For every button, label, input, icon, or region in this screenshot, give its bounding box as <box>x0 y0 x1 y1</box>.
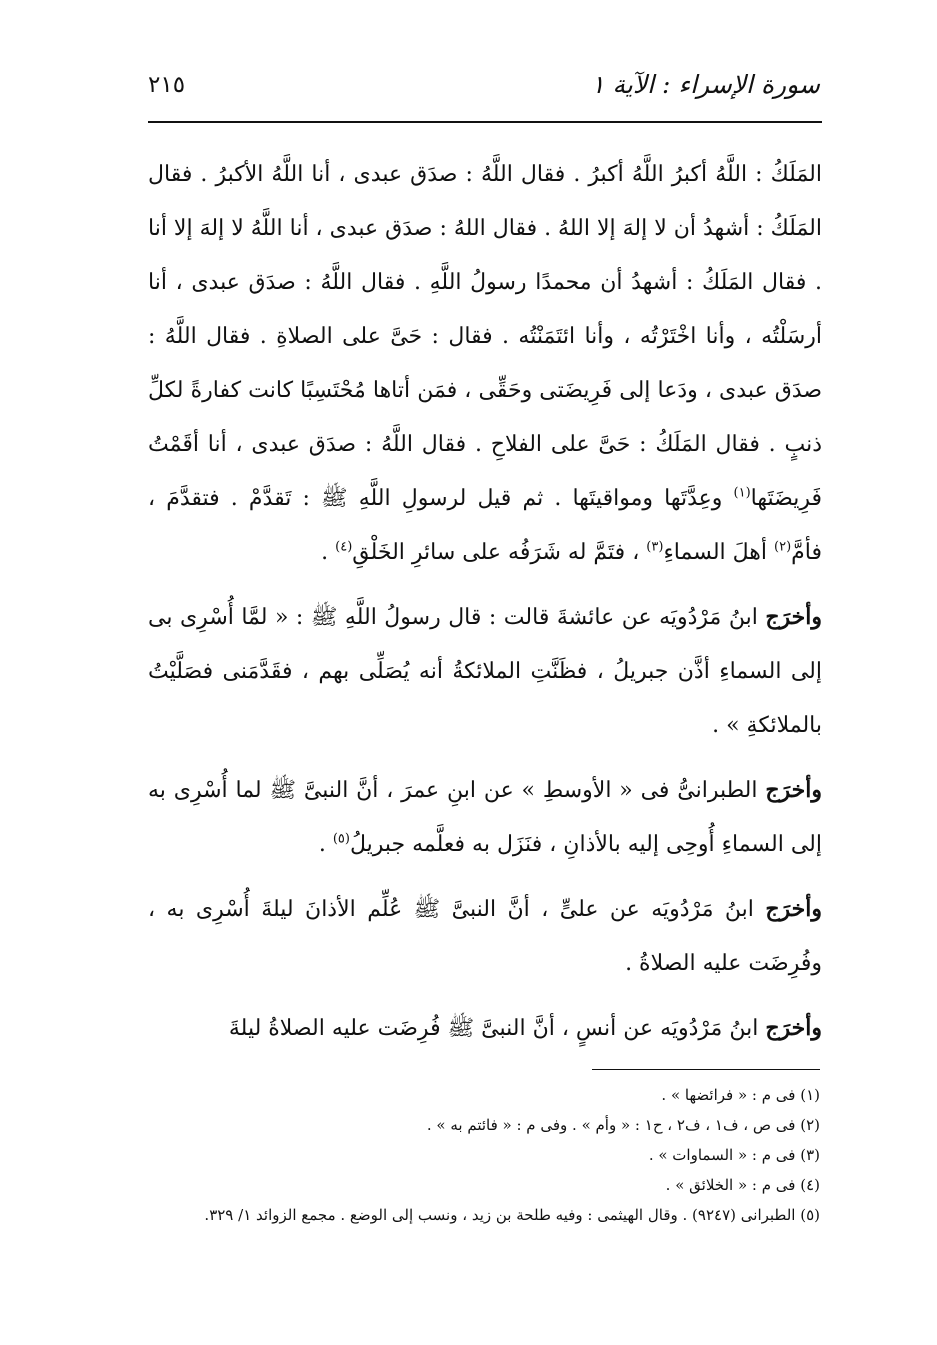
paragraph-4 <box>148 882 822 991</box>
main-text <box>148 148 822 1056</box>
footnote-5: (٥) الطبرانى (٩٢٤٧) . وقال الهيثمى : وفيه طلحة بن زيد ، ونسب إلى الوضع . مجمع الزوائد ١/ ٣٢٩. <box>204 1206 820 1224</box>
footnote-ref-1: (١) <box>733 485 751 501</box>
header-divider <box>148 121 822 123</box>
paragraph-text: . <box>318 832 333 857</box>
paragraph-lead: وأخرَج <box>765 604 822 630</box>
footnote-divider <box>592 1069 820 1070</box>
page-number: ٢١٥ <box>148 72 186 98</box>
paragraph-1 <box>148 148 822 580</box>
paragraph-2 <box>148 590 822 753</box>
paragraph-text: ، فتَمَّ له شَرَفُه على سائرِ الخَلْقِ <box>352 540 647 565</box>
footnote-ref-3: (٣) <box>646 539 664 555</box>
footnote-3: (٣) فى م : « السماوات » . <box>648 1146 820 1164</box>
running-title: سورة الإسراء : الآية ١ <box>591 70 820 99</box>
footnote-ref-4: (٤) <box>335 539 353 555</box>
paragraph-lead: وأخرَج <box>765 896 822 922</box>
page-header <box>148 66 820 106</box>
footnote-ref-5: (٥) <box>332 831 350 847</box>
paragraph-text: . <box>321 540 336 565</box>
paragraph-text: ابنُ مَرْدُويَه عن عائشةَ قالت : قال رسولُ اللَّهِ ﷺ : « لمَّا أُسْرِى بى إلى السماءِ أذَّن جبريلُ ، فظَنَّتِ الملائكةُ أنه يُصَلِّى بهم ، فقَدَّمَنى فصَلَّيْتُ بالملائكةِ » . <box>148 605 822 738</box>
paragraph-text: ابنُ مَرْدُويَه عن علىٍّ ، أنَّ النبىَّ ﷺ عُلِّم الأذانَ ليلةَ أُسْرِى به ، وفُرِضَت عليه الصلاةُ . <box>148 897 822 976</box>
paragraph-lead: وأخرَج <box>765 1015 822 1041</box>
paragraph-text: أهلَ السماءِ <box>663 540 775 565</box>
paragraph-text: المَلَكُ : اللَّهُ أكبرُ اللَّهُ أكبرُ . فقال اللَّهُ : صدَق عبدى ، أنا اللَّهُ الأكبرُ . فقال المَلَكُ : أشهدُ أن لا إلهَ إلا اللهُ . فقال اللهُ : صدَق عبدى ، أنا اللَّهُ لا إلهَ إلا أنا . فقال المَلَكُ : أشهدُ أن محمدًا رسولُ اللَّهِ . فقال اللَّهُ : صدَق عبدى ، أنا أرسَلْتُه ، وأنا اخْتَرْتُه ، وأنا ائتَمَنْتُه . فقال : حَىَّ على الصلاةِ . فقال اللَّهُ : صدَق عبدى ، ودَعا إلى فَرِيضَتى وحَقِّى ، فمَن أتاها مُحْتَسِبًا كانت كفارةً لكلِّ ذنبٍ . فقال المَلَكُ : حَىَّ على الفلاحِ . فقال اللَّهُ : صدَق عبدى ، أنا أقَمْتُ فَرِيضَتَها <box>148 162 822 511</box>
footnote-2: (٢) فى ص ، ف١ ، ف٢ ، ح١ : « وأم » . وفى م : « فائتم به » . <box>426 1116 820 1134</box>
paragraph-text: ابنُ مَرْدُويَه عن أنسٍ ، أنَّ النبىَّ ﷺ فُرِضَت عليه الصلاةُ ليلةَ <box>228 1016 766 1041</box>
footnote-4: (٤) فى م : « الخلائق » . <box>665 1176 820 1194</box>
paragraph-3 <box>148 763 822 872</box>
footnote-1: (١) فى م : « فرائضها » . <box>661 1086 820 1104</box>
paragraph-5 <box>148 1001 822 1056</box>
paragraph-text: الطبرانىُّ فى « الأوسطِ » عن ابنِ عمرَ ، أنَّ النبىَّ ﷺ لما أُسْرِى به إلى السماءِ أُوحِى إليه بالأذانِ ، فنَزَل به فعلَّمه جبريلُ <box>148 778 822 857</box>
footnotes <box>100 1080 820 1230</box>
paragraph-lead: وأخرَج <box>765 777 822 803</box>
footnote-ref-2: (٢) <box>774 539 792 555</box>
paragraph-text: وعِدَّتَها ومواقيتَها . ثم قيل لرسولِ اللَّهِ ﷺ : تَقدَّمْ . فتقدَّمَ ، فأمَّ <box>148 486 822 565</box>
